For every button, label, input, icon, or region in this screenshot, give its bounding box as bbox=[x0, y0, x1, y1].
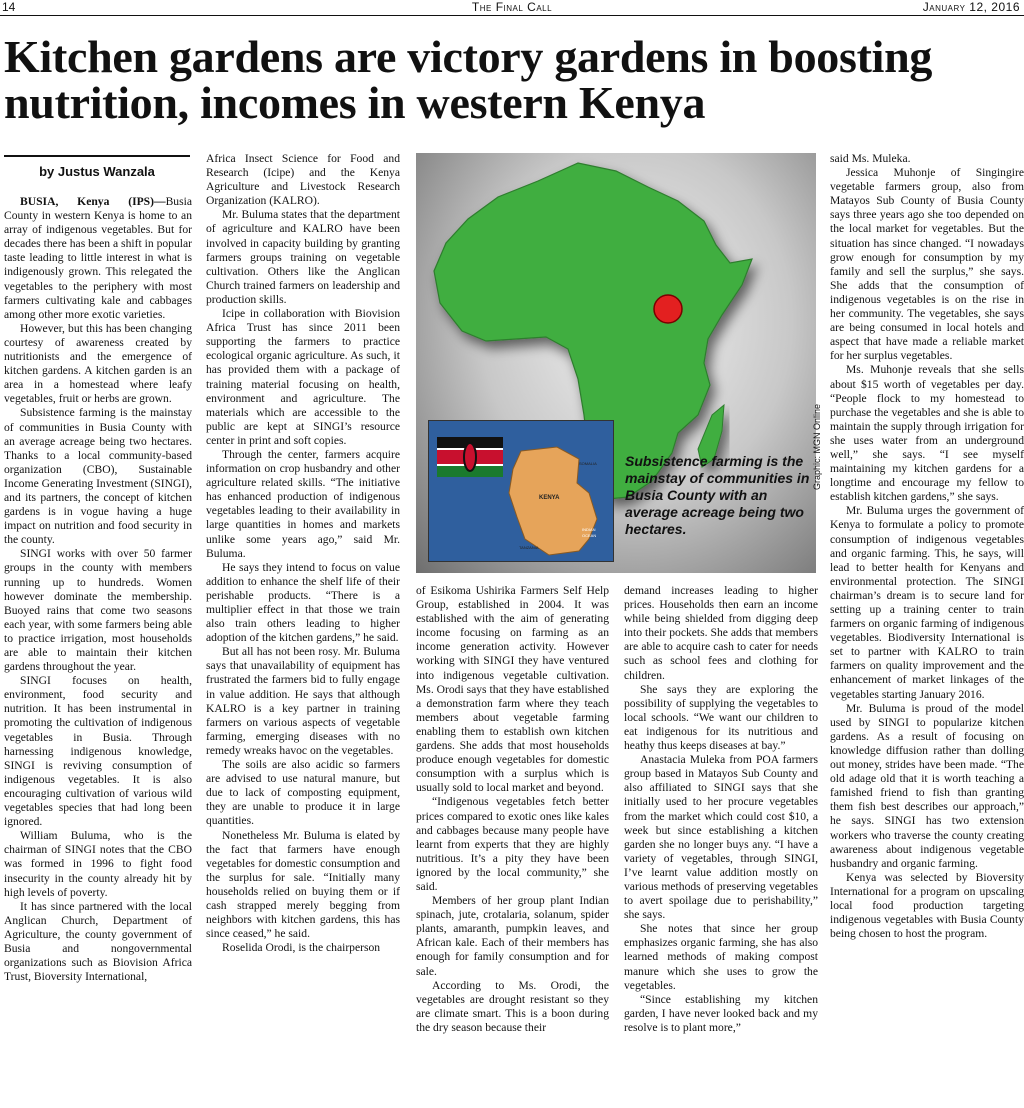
article-paragraph bbox=[416, 584, 609, 795]
article-paragraph bbox=[830, 504, 1024, 701]
paragraph-text: Mr. Buluma states that the department of agriculture and KALRO have been involved in capacity building by granting farmers groups training on vegetable cultivation. Others like the Anglican Church trained farmers on leadership and production skills. bbox=[206, 208, 400, 306]
article-paragraph bbox=[206, 645, 400, 758]
paragraph-text: demand increases leading to higher prices. Households then earn an income while being shielded from digging deep into their pockets. She adds that members are able to acquire cash to cater for needs such as school fees and clothing for children. bbox=[624, 584, 818, 682]
article-paragraph bbox=[624, 993, 818, 1035]
publication-name: The Final Call bbox=[471, 0, 553, 14]
paragraph-text: Subsistence farming is the mainstay of communities in Busia County with an average acreage being two hectares. Thanks to a local community-based organization (CBO), Sustainable Income Generating Investment (SINGI), and its partners, the concept of kitchen gardens is in vogue having a huge impact on nutrition and food security in the county. bbox=[4, 406, 192, 547]
kenya-inset-svg bbox=[429, 421, 613, 561]
article-paragraph bbox=[206, 307, 400, 448]
paragraph-text: Africa Insect Science for Food and Research (Icipe) and the Kenya Agriculture and Livestock Research Organization (KALRO). bbox=[206, 152, 400, 208]
kenya-location-marker bbox=[654, 295, 682, 323]
paragraph-text: said Ms. Muleka. bbox=[830, 152, 911, 165]
article-paragraph bbox=[624, 584, 818, 683]
article-column-5 bbox=[830, 152, 1024, 1107]
dateline: BUSIA, Kenya (IPS)— bbox=[20, 195, 166, 208]
article-paragraph bbox=[4, 406, 192, 547]
article-paragraph bbox=[624, 683, 818, 753]
article-paragraph bbox=[206, 448, 400, 561]
article-paragraph bbox=[416, 795, 609, 894]
issue-date: January 12, 2016 bbox=[922, 0, 1020, 14]
paragraph-text: According to Ms. Orodi, the vegetables are drought resistant so they are climate smart. This is a boon during the dry season because their bbox=[416, 978, 609, 1034]
article-column-3 bbox=[416, 584, 609, 1107]
paragraph-text: “Indigenous vegetables fetch better prices compared to exotic ones like kales and cabbages because many people have learnt from experts that they are highly nutritious. It’s a pity they have been ignored by the local community,” she said. bbox=[416, 795, 609, 893]
paragraph-text: “Since establishing my kitchen garden, I have never looked back and my resolve is to plant more,” bbox=[624, 992, 818, 1034]
page-number: 14 bbox=[2, 0, 16, 14]
paragraph-text: SINGI focuses on health, environment, food security and nutrition. It has been instrumental in promoting the cultivation of indigenous vegetables in Busia. Through harnessing indigenous knowledge, SINGI is reviving consumption of indigenous vegetables. It is also encouraging cultivation of various wild vegetables species that had long been ignored. bbox=[4, 674, 192, 829]
article-paragraph bbox=[830, 152, 1024, 166]
article-paragraph bbox=[206, 758, 400, 828]
paragraph-text: Icipe in collaboration with Biovision Africa Trust has since 2011 been supporting the farmers to practice ecological organic agriculture. As such, it has provided them with a package of training material focusing on health, environment and agriculture. The materials which are accessible to the public are kept at SINGI’s resource center in print and soft copies. bbox=[206, 307, 400, 447]
map-label-somalia: SOMALIA bbox=[579, 461, 597, 466]
paragraph-text: It has since partnered with the local Anglican Church, Department of Agriculture, the county government of Busia and nongovernmental organizations such as Biovision Africa Trust, Bioversity International, bbox=[4, 899, 192, 984]
map-label-ocean: OCEAN bbox=[582, 533, 597, 538]
article-column-2 bbox=[206, 152, 400, 1107]
map-label-kenya: KENYA bbox=[539, 495, 560, 501]
graphic-credit: Graphic: MGN Online bbox=[812, 403, 822, 490]
article-column-1 bbox=[4, 195, 192, 1107]
paragraph-text: Nonetheless Mr. Buluma is elated by the fact that farmers have enough vegetables for domestic consumption and the surplus for sale. “Initially many households relied on buying them or if cash strapped merely begging from neighbors with kitchen gardens, this has since ceased,” he said. bbox=[206, 828, 400, 941]
map-label-tanzania: TANZANIA bbox=[519, 545, 539, 550]
article-paragraph bbox=[830, 166, 1024, 363]
paragraph-text: The soils are also acidic so farmers are advised to use natural manure, but due to lack of composting equipment, they are unable to produce it in large quantities. bbox=[206, 758, 400, 828]
paragraph-text: Through the center, farmers acquire information on crop husbandry and other agriculture related skills. “The initiative has enhanced production of indigenous vegetables leading to their availability in large quantities in homes and markets unlike some years ago,” said Mr. Buluma. bbox=[206, 447, 400, 560]
article-column-4 bbox=[624, 584, 818, 1107]
article-paragraph bbox=[4, 547, 192, 674]
byline: by Justus Wanzala bbox=[4, 155, 190, 179]
paragraph-text: Members of her group plant Indian spinach, jute, crotalaria, solanum, spider plants, amaranth, pumpkin leaves, and African kale. Each of their members has enough for family consumption and for sale. bbox=[416, 894, 609, 978]
article-paragraph bbox=[206, 208, 400, 307]
article-paragraph bbox=[416, 894, 609, 979]
paragraph-text: He says they intend to focus on value addition to enhance the shelf life of their perishable products. “There is a multiplier effect in that those we train also train others leading to higher adoption of the kitchen gardens,” he said. bbox=[206, 560, 400, 645]
paragraph-text: Mr. Buluma urges the government of Kenya to formulate a policy to promote consumption of indigenous vegetables and organic farming. This, he says, will lead to better health for Kenyans and environmental protection. The SINGI chairman’s dream is to secure land for setting up a training center to train farmers on organic farming of indigenous vegetables. Biodiversity International is set to partner with KALRO to train farmers on quality improvement and the enhancement of market linkages of the vegetables starting January 2016. bbox=[830, 504, 1024, 701]
kenya-flag-shield bbox=[464, 443, 476, 471]
article-paragraph bbox=[4, 900, 192, 985]
paragraph-text: SINGI works with over 50 farmer groups in the county with members running up to hundreds. Women however dominate the membership. Buoyed rains that come two seasons each year, with some farmers being able to practice irrigation, most households are able to maintain their kitchen gardens throughout the year. bbox=[4, 547, 192, 674]
article-paragraph bbox=[830, 363, 1024, 504]
paragraph-text: Jessica Muhonje of Singingire vegetable farmers group, also from Matayos Sub County of Busia County says three years ago she too depended on the local market for vegetables. But the situation has since changed. “I nowadays grow enough for consumption by my family and sell the surplus,” she says. She adds that the consumption of indigenous vegetables is on the rise in her community. The vegetables, she says are being consumed in local hotels and aspect that have made a reliable market for her surplus vegetables. bbox=[830, 166, 1024, 363]
paragraph-text: of Esikoma Ushirika Farmers Self Help Group, established in 2004. It was established with the aim of generating income focusing on farming as an income generation activity. However working with SINGI they have ventured into indigenous vegetable cultivation. Ms. Orodi says that they have established a demonstration farm where they teach members about vegetable farming enabling them to establish own kitchen gardens. She adds that most households produce enough vegetables for domestic consumption with a surplus which is usually sold to local market and beyond. bbox=[416, 584, 609, 795]
article-paragraph bbox=[206, 829, 400, 942]
article-paragraph bbox=[624, 922, 818, 992]
paragraph-text: Anastacia Muleka from POA farmers group based in Matayos Sub County and also affiliated to SINGI says that she initially used to her procure vegetables from the market which could cost $10, a week but since establishing a kitchen garden she no longer buys any. “I have a variety of vegetables, through SINGI, I’ve learnt value addition mostly on various methods of preserving vegetables to avert spoilage due to perishability,” she says. bbox=[624, 753, 818, 922]
article-paragraph bbox=[4, 829, 192, 899]
paragraph-text: But all has not been rosy. Mr. Buluma says that unavailability of equipment has frustrated the farmers bid to fully engage in value addition. He says that although KALRO is a key partner in training farmers on various aspects of vegetable farming, emerging diseases with no remedy wreaks havoc on the vegetables. bbox=[206, 645, 400, 757]
article-paragraph bbox=[416, 979, 609, 1035]
article-paragraph bbox=[624, 753, 818, 922]
article-paragraph bbox=[206, 941, 400, 955]
page-header bbox=[0, 0, 1024, 16]
article-paragraph bbox=[830, 871, 1024, 941]
article-paragraph bbox=[4, 195, 192, 322]
paragraph-text: She notes that since her group emphasizes organic farming, she has also learned methods of making compost manure which she uses to grow the vegetables. bbox=[624, 922, 818, 992]
article-paragraph bbox=[830, 702, 1024, 871]
article-paragraph bbox=[206, 152, 400, 208]
paragraph-text: Ms. Muhonje reveals that she sells about $15 worth of vegetables per day. “People flock to my homestead to purchase the vegetables and she is able to maintain the supply through irrigation for she uses water from an underground well,” she says. “I see myself maintaining my kitchen gardens for a longtime and encourage my fellow to establish kitchen gardens,” she says. bbox=[830, 363, 1024, 504]
article-paragraph bbox=[4, 322, 192, 407]
article-paragraph bbox=[4, 674, 192, 829]
graphic-caption: Subsistence farming is the mainstay of communities in Busia County with an average acreage being two hectares. bbox=[625, 453, 810, 537]
paragraph-text: Roselida Orodi, is the chairperson bbox=[222, 941, 381, 955]
paragraph-text: Busia County in western Kenya is home to an array of indigenous vegetables. But for decades there has been a shift in popular taste leading to little interest in what is indigenously grown. This relegated the vegetables to the periphery with most farmers cultivating kale and cabbages among other more exotic varieties. bbox=[4, 195, 192, 321]
paragraph-text: William Buluma, who is the chairman of SINGI notes that the CBO was formed in 1996 to fight food insecurity in the county already hit by high levels of poverty. bbox=[4, 829, 192, 899]
kenya-inset-map bbox=[428, 420, 614, 562]
paragraph-text: She says they are exploring the possibility of supplying the vegetables to local schools. “We want our children to eat indigenous for its nutritious and heathy thus keeps diseases at bay.” bbox=[624, 682, 818, 753]
article-paragraph bbox=[206, 561, 400, 646]
paragraph-text: However, but this has been changing courtesy of awareness created by nutritionists and the emergence of kitchen gardens. A kitchen garden is an area in a homestead where leafy vegetables, fruit or herbs are grown. bbox=[4, 321, 192, 406]
article-headline: Kitchen gardens are victory gardens in boosting nutrition, incomes in western Kenya bbox=[4, 31, 933, 128]
map-label-indian: INDIAN bbox=[582, 527, 596, 532]
paragraph-text: Mr. Buluma is proud of the model used by SINGI to popularize kitchen gardens. As a result of focusing on knowledge diffusion rather than dolling out money, strides have been made. “The old adage old that it is worth teaching a famished friend to fish than granting them fish best describes our approach,” he says. SINGI has two extension workers who traverse the county creating awareness about indigenous vegetable husbandry and organic farming. bbox=[830, 701, 1024, 870]
paragraph-text: Kenya was selected by Bioversity International for a program on upscaling local food production targeting indigenous vegetables with Busia County being chosen to host the program. bbox=[830, 870, 1024, 941]
